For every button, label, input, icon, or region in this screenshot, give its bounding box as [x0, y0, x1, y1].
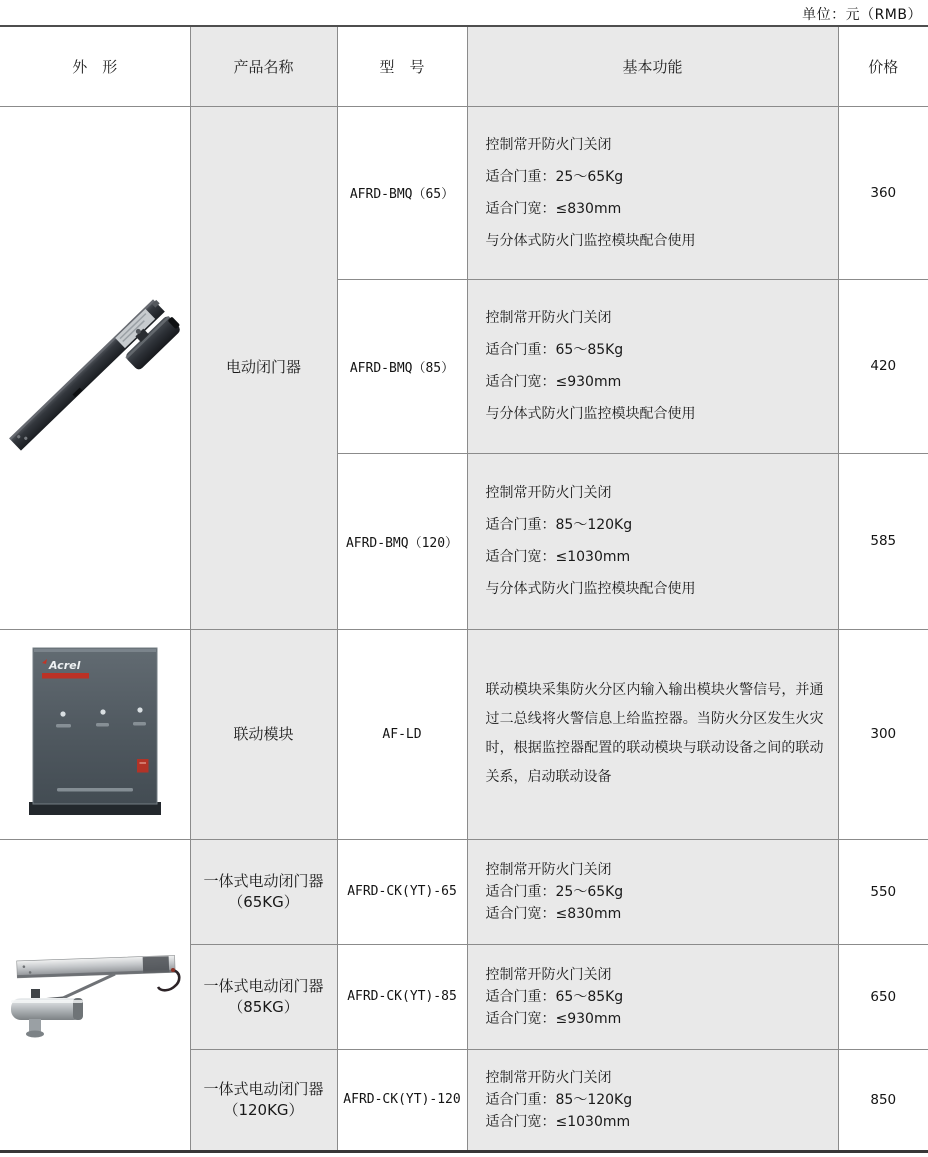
model-cell: AFRD-BMQ（120）: [337, 453, 467, 629]
functions-cell: [467, 839, 838, 944]
product-spec-line: （85KG）: [228, 997, 299, 1016]
functions-cell: [467, 629, 838, 839]
unit-note: 单位：元（RMB）: [802, 7, 922, 23]
function-line: 适合门宽：≤1030mm: [485, 549, 631, 565]
function-line: 适合门重：25～65Kg: [485, 168, 624, 185]
price-cell: 650: [838, 944, 928, 1049]
product-name-cell: 联动模块: [190, 629, 337, 839]
integrated-door-closer-drawing: [5, 942, 185, 1047]
functions-cell: [467, 106, 838, 279]
function-line: 适合门重：65～85Kg: [485, 988, 624, 1005]
product-spec-line: （120KG）: [223, 1100, 304, 1119]
table-row: [0, 106, 928, 279]
function-line: 适合门重：65～85Kg: [485, 342, 624, 358]
product-name-line: 一体式电动闭门器: [203, 976, 324, 995]
price-cell: 850: [838, 1049, 928, 1151]
product-spec-line: （65KG）: [228, 892, 299, 911]
function-line: 适合门重：85～120Kg: [485, 517, 633, 533]
header-model: 型 号: [337, 26, 467, 106]
functions-cell: [467, 453, 838, 629]
header-row: [0, 26, 928, 106]
function-line: 控制常开防火门关闭: [485, 310, 612, 326]
price-cell: 420: [838, 279, 928, 453]
product-price-table: [0, 25, 928, 1153]
function-line: 与分体式防火门监控模块配合使用: [485, 406, 696, 422]
model-cell: AF-LD: [337, 629, 467, 839]
table-row: [0, 629, 928, 839]
table-row: [0, 839, 928, 944]
integrated-door-closer-image: [0, 839, 190, 1151]
header-appearance: 外 形: [0, 26, 190, 106]
function-line: 控制常开防火门关闭: [485, 966, 612, 983]
header-price: 价格: [838, 26, 928, 106]
product-name-cell: 电动闭门器: [190, 106, 337, 629]
model-cell: AFRD-CK(YT)-85: [337, 944, 467, 1049]
price-cell: 550: [838, 839, 928, 944]
function-line: 适合门宽：≤830mm: [485, 200, 622, 217]
price-cell: 300: [838, 629, 928, 839]
function-line: 控制常开防火门关闭: [485, 485, 612, 501]
product-name-cell: [190, 944, 337, 1049]
functions-cell: [467, 1049, 838, 1151]
price-cell: 585: [838, 453, 928, 629]
product-name-cell: [190, 839, 337, 944]
price-cell: 360: [838, 106, 928, 279]
function-line: 适合门重：25～65Kg: [485, 883, 624, 900]
function-line: 与分体式防火门监控模块配合使用: [485, 232, 696, 249]
product-name-line: 一体式电动闭门器: [203, 1079, 324, 1098]
product-name-line: 一体式电动闭门器: [203, 871, 324, 890]
linkage-module-drawing: [15, 642, 175, 827]
model-cell: AFRD-CK(YT)-120: [337, 1049, 467, 1151]
function-line: 控制常开防火门关闭: [485, 136, 612, 153]
model-cell: AFRD-CK(YT)-65: [337, 839, 467, 944]
function-line: 适合门重：85～120Kg: [485, 1091, 633, 1108]
function-description: 联动模块采集防火分区内输入输出模块火警信号，并通过二总线将火警信息上给监控器。当防火分区发生火灾时，根据监控器配置的联动模块与联动设备之间的联动关系，启动联动设备: [485, 682, 824, 785]
function-line: 与分体式防火门监控模块配合使用: [485, 581, 696, 597]
acrel-brand-label: Acrel: [48, 658, 81, 672]
header-functions: 基本功能: [467, 26, 838, 106]
electric-door-closer-drawing: [5, 263, 185, 473]
function-line: 控制常开防火门关闭: [485, 861, 612, 878]
function-line: 适合门宽：≤830mm: [485, 905, 622, 922]
function-line: 适合门宽：≤930mm: [485, 1010, 622, 1027]
product-name-cell: [190, 1049, 337, 1151]
function-line: 控制常开防火门关闭: [485, 1069, 612, 1086]
functions-cell: [467, 944, 838, 1049]
linkage-module-image: [0, 629, 190, 839]
electric-door-closer-image: [0, 106, 190, 629]
header-product-name: 产品名称: [190, 26, 337, 106]
functions-cell: [467, 279, 838, 453]
model-cell: AFRD-BMQ（85）: [337, 279, 467, 453]
function-line: 适合门宽：≤930mm: [485, 374, 622, 390]
model-cell: AFRD-BMQ（65）: [337, 106, 467, 279]
function-line: 适合门宽：≤1030mm: [485, 1113, 631, 1130]
